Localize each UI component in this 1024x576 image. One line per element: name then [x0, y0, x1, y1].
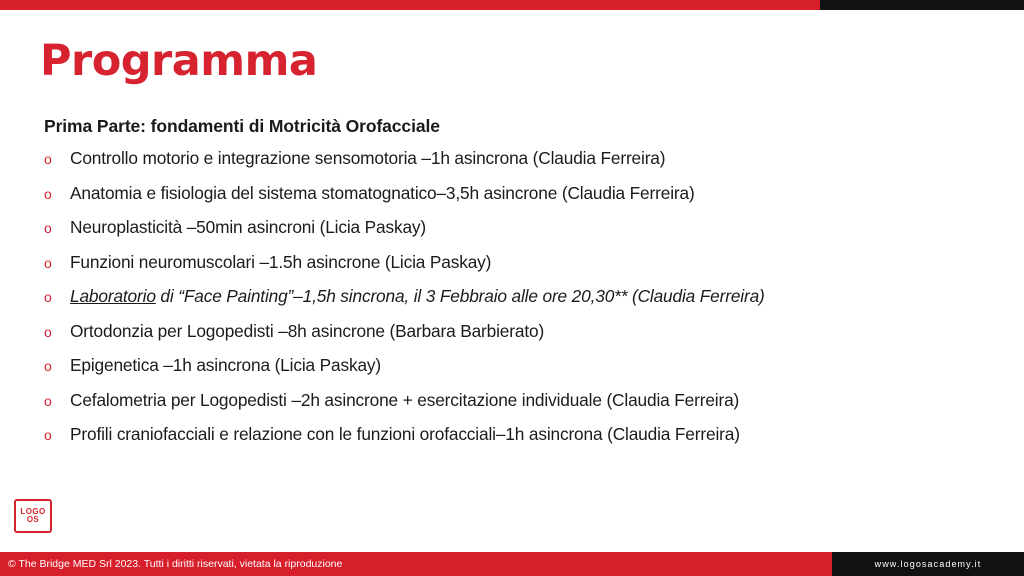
- logo-line-2: OS: [26, 515, 40, 524]
- bullet-icon: o: [44, 323, 52, 340]
- list-item-label: Controllo motorio e integrazione sensomotoria –1h asincrona (Claudia Ferreira): [70, 148, 666, 168]
- list-item: [44, 390, 994, 425]
- logos-logo: [14, 499, 52, 533]
- bullet-icon: o: [44, 289, 52, 305]
- list-item: [44, 183, 994, 218]
- list-item-label: Funzioni neuromuscolari –1.5h asincrone (Licia Paskay): [70, 251, 492, 272]
- list-item: [44, 424, 994, 459]
- list-item-label: Anatomia e fisiologia del sistema stomatognatico–3,5h asincrone (Claudia Ferreira): [70, 182, 695, 203]
- list-item-highlighted: [44, 286, 994, 321]
- list-item-label: Profili craniofacciali e relazione con le funzioni orofacciali–1h asincrona (Claudia Ferreira): [70, 424, 740, 444]
- list-item: [44, 355, 994, 390]
- top-bar-red-segment: [0, 0, 820, 10]
- list-item: [44, 252, 994, 287]
- list-item-remainder: di “Face Painting”–1,5h sincrona, il 3 Febbraio alle ore 20,30** (Claudia Ferreira): [155, 286, 765, 306]
- bullet-icon: o: [44, 254, 52, 271]
- top-bar: [0, 0, 1024, 10]
- bullet-icon: o: [44, 392, 52, 409]
- footer-copyright: © The Bridge MED Srl 2023. Tutti i diritti riservati, vietata la riproduzione: [0, 552, 832, 576]
- program-list: [44, 148, 994, 459]
- logo-line-1: LOGO: [20, 506, 46, 516]
- page-title: Programma: [40, 36, 318, 86]
- list-item: [44, 321, 994, 356]
- section-subtitle: Prima Parte: fondamenti di Motricità Orofacciale: [44, 116, 440, 136]
- bullet-icon: o: [44, 220, 52, 236]
- list-item-label: Epigenetica –1h asincrona (Licia Paskay): [70, 355, 382, 375]
- bullet-icon: o: [44, 358, 52, 374]
- top-bar-black-segment: [820, 0, 1024, 10]
- bullet-icon: o: [44, 427, 52, 443]
- list-item: [44, 217, 994, 252]
- list-item-label: [70, 286, 765, 307]
- list-item-keyword: Laboratorio: [70, 286, 156, 306]
- bullet-icon: o: [44, 185, 52, 202]
- footer-bar: [0, 552, 1024, 576]
- footer-website: www.logosacademy.it: [832, 552, 1024, 576]
- list-item-label: Neuroplasticità –50min asincroni (Licia Paskay): [70, 217, 427, 237]
- list-item: [44, 148, 994, 183]
- bullet-icon: o: [44, 151, 52, 167]
- list-item-label: Cefalometria per Logopedisti –2h asincrone + esercitazione individuale (Claudia Ferreira): [70, 389, 740, 410]
- list-item-label: Ortodonzia per Logopedisti –8h asincrone (Barbara Barbierato): [70, 320, 545, 341]
